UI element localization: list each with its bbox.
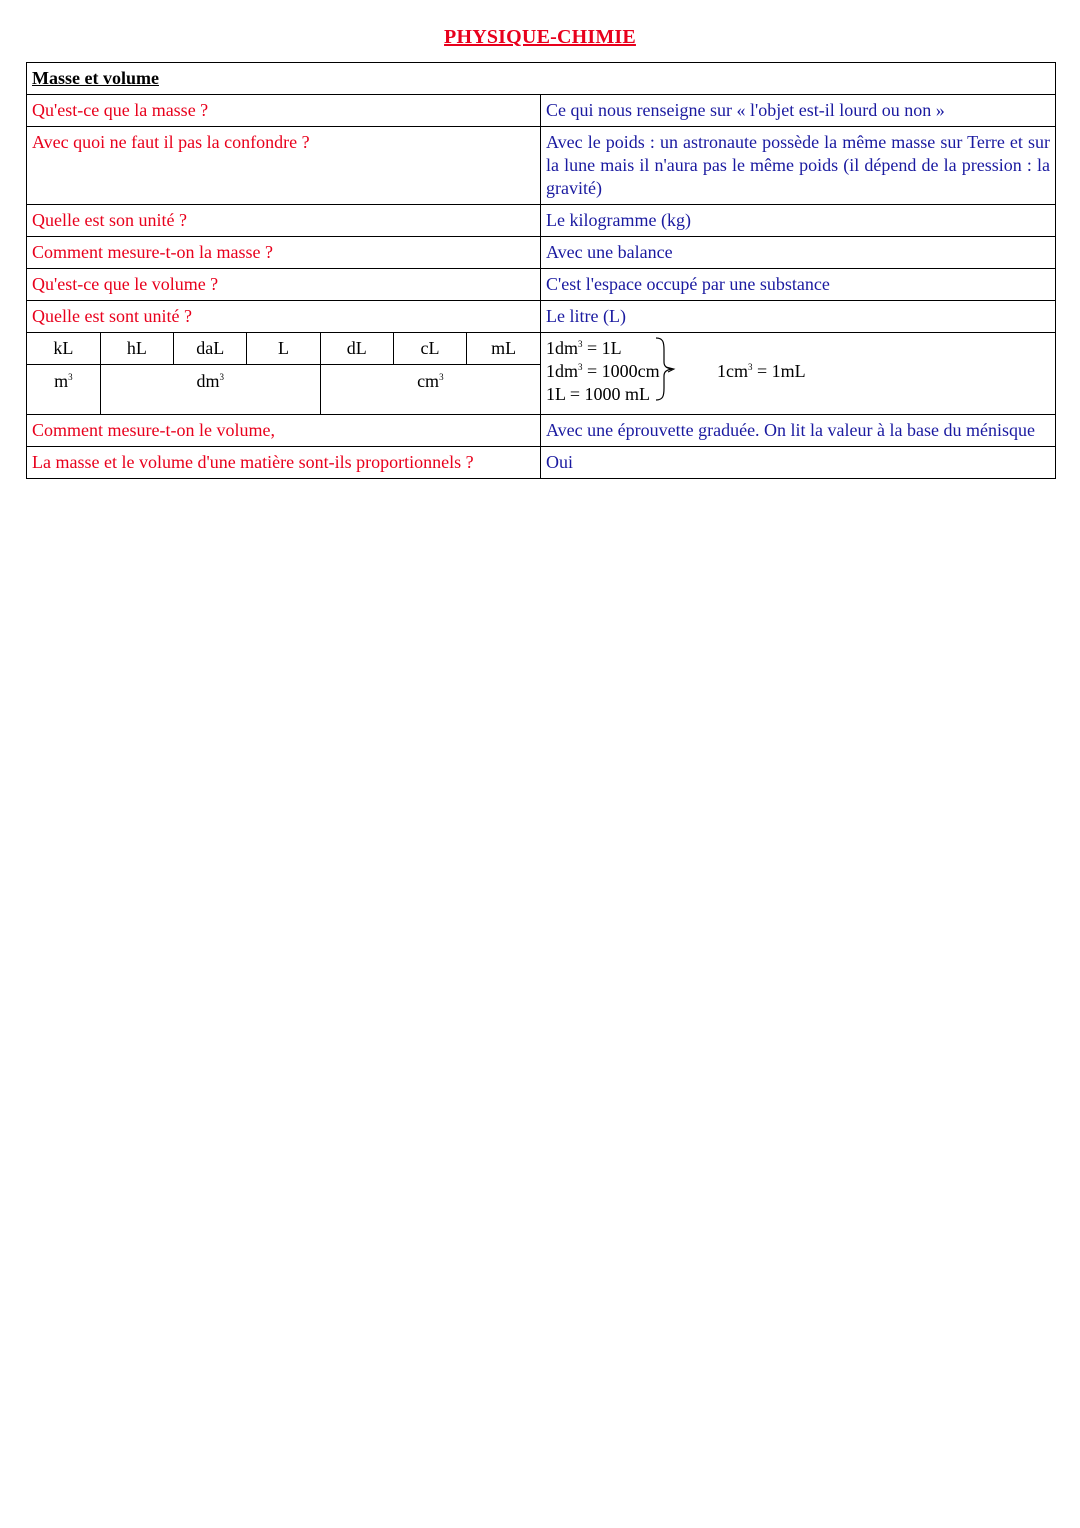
summary-table	[26, 62, 1056, 479]
table-row	[27, 205, 1056, 237]
conversion-line: $1dm^3 = 1L$	[546, 338, 622, 358]
table-row	[27, 127, 1056, 205]
table-row	[27, 269, 1056, 301]
conversion-result: $1cm^3 = 1mL$	[717, 361, 806, 381]
answer-cell: Le litre (L)	[541, 301, 1056, 333]
unit-hl: hL	[100, 333, 173, 365]
answer-cell: Avec une éprouvette graduée. On lit la valeur à la base du ménisque	[541, 415, 1056, 447]
answer-cell: Le kilogramme (kg)	[541, 205, 1056, 237]
unit-m3: $m^3$	[27, 365, 100, 415]
table-row	[27, 63, 1056, 95]
question-cell: La masse et le volume d'une matière sont-ils proportionnels ?	[27, 447, 541, 479]
question-cell: Quelle est son unité ?	[27, 205, 541, 237]
table-row	[27, 333, 1056, 415]
unit-cl: cL	[393, 333, 466, 365]
conversion-line: $1dm^3 = 1000cm$	[546, 361, 660, 381]
page-title: PHYSIQUE-CHIMIE	[444, 26, 636, 48]
question-cell: Quelle est sont unité ?	[27, 301, 541, 333]
unit-dal: daL	[174, 333, 247, 365]
brace-icon	[654, 336, 676, 402]
conversion-cell	[541, 333, 1056, 415]
section-title: Masse et volume	[32, 68, 159, 88]
unit-dl: dL	[320, 333, 393, 365]
table-row	[27, 95, 1056, 127]
unit-kl: kL	[27, 333, 100, 365]
section-title-cell	[27, 63, 1056, 95]
table-row	[27, 237, 1056, 269]
question-cell: Qu'est-ce que la masse ?	[27, 95, 541, 127]
unit-dm3: $dm^3$	[100, 365, 320, 415]
unit-l: L	[247, 333, 320, 365]
question-cell: Avec quoi ne faut il pas la confondre ?	[27, 127, 541, 205]
conversion-line: 1L = 1000 mL	[546, 384, 650, 404]
answer-cell: Avec le poids : un astronaute possède la même masse sur Terre et sur la lune mais il n'aura pas le même poids (il dépend de la pression : la gravité)	[541, 127, 1056, 205]
unit-cm3: $cm^3$	[320, 365, 540, 415]
units-conversion-table	[27, 333, 540, 414]
question-cell: Qu'est-ce que le volume ?	[27, 269, 541, 301]
table-row	[27, 447, 1056, 479]
units-cell	[27, 333, 541, 415]
question-cell: Comment mesure-t-on le volume,	[27, 415, 541, 447]
answer-cell: Ce qui nous renseigne sur « l'objet est-il lourd ou non »	[541, 95, 1056, 127]
answer-cell: Avec une balance	[541, 237, 1056, 269]
answer-cell: Oui	[541, 447, 1056, 479]
table-row	[27, 415, 1056, 447]
question-cell: Comment mesure-t-on la masse ?	[27, 237, 541, 269]
unit-ml: mL	[467, 333, 540, 365]
answer-cell: C'est l'espace occupé par une substance	[541, 269, 1056, 301]
table-row	[27, 301, 1056, 333]
